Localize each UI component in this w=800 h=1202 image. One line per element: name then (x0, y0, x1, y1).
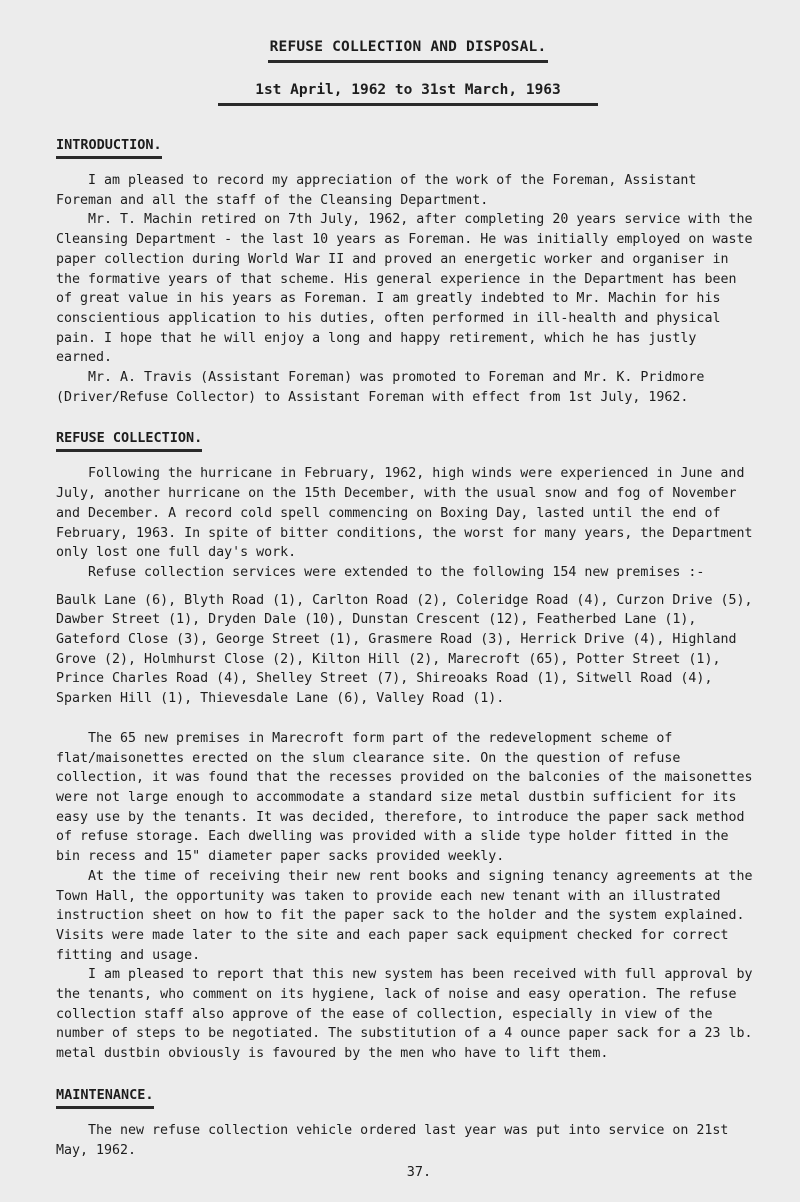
paragraph: Refuse collection services were extended to the following 154 new premises :- (88, 564, 705, 580)
heading-underline (56, 1106, 154, 1109)
section-heading-refuse-collection: REFUSE COLLECTION. (56, 430, 203, 447)
paragraph: At the time of receiving their new rent books and signing tenancy agreements at the Town Hall, the opportunity was taken to provide each new tenant with an illustrated instruction sheet on how to fit the paper sack to the holder and the system explained. Visits were made later to the site and each paper sack equipment checked for correct fitting and usage. (56, 868, 753, 963)
premises-list: Baulk Lane (6), Blyth Road (1), Carlton Road (2), Coleridge Road (4), Curzon Drive (5), Dawber Street (1), Dryden Dale (10), Dunstan Crescent (12), Featherbed Lane (1), Gateford Close (3), George Street (1), Grasmere Road (3), Herrick Drive (4), Highland Grove (2), Holmhurst Close (2), Kilton Hill (2), Marecroft (65), Potter Street (1), Prince Charles Road (4), Shelley Street (7), Shireoaks Road (1), Sitwell Road (4), Sparken Hill (1), Thievesdale Lane (6), Valley Road (1). (56, 592, 753, 707)
section-maintenance (56, 1066, 760, 1160)
heading-underline (56, 449, 202, 452)
section-heading-maintenance: MAINTENANCE. (56, 1086, 154, 1103)
paragraph: I am pleased to report that this new system has been received with full approval by the tenants, who comment on its hygiene, lack of noise and easy operation. The refuse collection staff also approve of the ease of collection, especially in view of the number of steps to be negotiated. The substitution of a 4 ounce paper sack for a 23 lb. metal dustbin obviously is favoured by the men who have to lift them. (56, 967, 753, 1062)
paragraph: Following the hurricane in February, 1962, high winds were experienced in June and July, another hurricane on the 15th December, with the usual snow and fog of November and December. A record cold spell commencing on Boxing Day, lasted until the end of February, 1963. In spite of bitter conditions, the worst for many years, the Department only lost one full day's work. (56, 466, 753, 561)
paragraph: Mr. T. Machin retired on 7th July, 1962, after completing 20 years service with the Cleansing Department - the last 10 years as Foreman. He was initially employed on waste paper collection during World War II and proved an energetic worker and organiser in the formative years of that scheme. His general experience in the Department has been of great value in his years as Foreman. I am greatly indebted to Mr. Machin for his conscientious application to his duties, often performed in ill-health and physical pain. I hope that he will enjoy a long and happy retirement, which he has justly earned. (56, 212, 753, 366)
section-introduction (56, 116, 760, 407)
paragraph: I am pleased to record my appreciation of the work of the Foreman, Assistant Foreman and all the staff of the Cleansing Department. (56, 173, 697, 208)
paragraph: The 65 new premises in Marecroft form part of the redevelopment scheme of flat/maisonettes erected on the slum clearance site. On the question of refuse collection, it was found that the recesses provided on the balconies of the maisonettes were not large enough to accommodate a standard size metal dustbin sufficient for its easy use by the tenants. It was decided, therefore, to introduce the paper sack method of refuse storage. Each dwelling was provided with a slide type holder fitted in the bin recess and 15" diameter paper sacks provided weekly. (56, 730, 753, 865)
paragraph: Mr. A. Travis (Assistant Foreman) was promoted to Foreman and Mr. K. Pridmore (Driver/Refuse Collector) to Assistant Foreman with effect from 1st July, 1962. (56, 370, 705, 405)
report-period: 1st April, 1962 to 31st March, 1963 (255, 82, 561, 98)
section-refuse-collection (56, 409, 760, 1063)
page-number: 37. (406, 1164, 432, 1181)
section-heading-introduction: INTRODUCTION. (56, 137, 162, 153)
paragraph: The new refuse collection vehicle ordered last year was put into service on 21st May, 1962. (56, 1122, 729, 1158)
heading-underline (56, 156, 162, 159)
page-title: REFUSE COLLECTION AND DISPOSAL. (269, 39, 547, 55)
subtitle-underline (218, 103, 598, 106)
title-underline (268, 60, 548, 63)
